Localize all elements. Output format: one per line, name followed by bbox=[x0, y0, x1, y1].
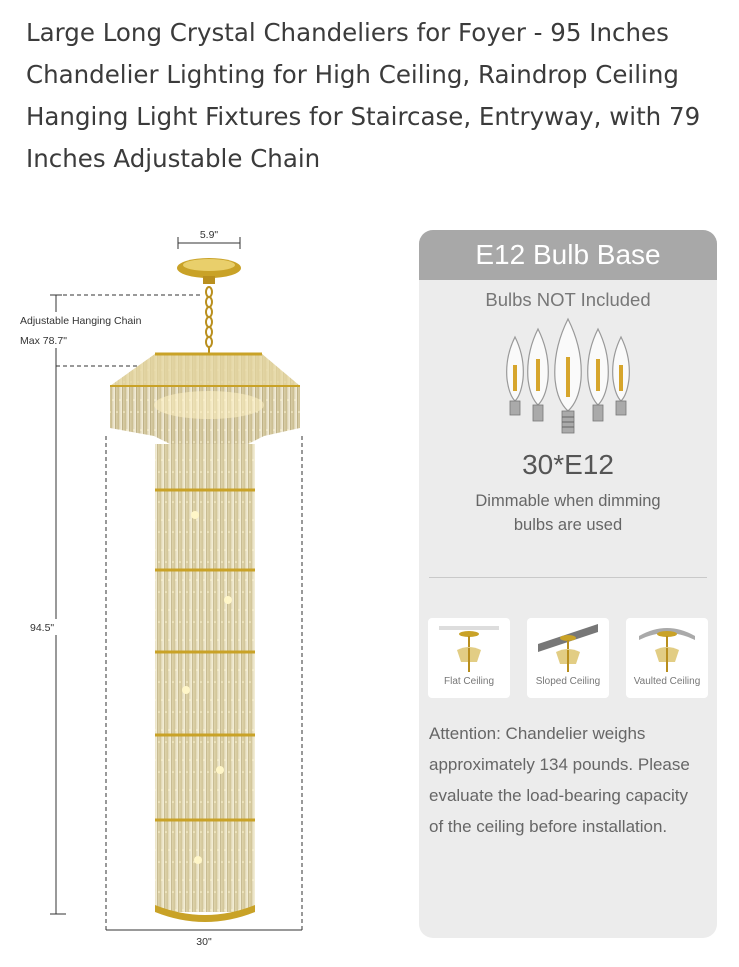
hanging-chain bbox=[206, 287, 212, 356]
ceiling-type-flat bbox=[428, 618, 510, 698]
diameter-label: 30" bbox=[196, 936, 212, 948]
height-label: 94.5" bbox=[30, 622, 55, 634]
candle-bulb-icon bbox=[493, 317, 643, 439]
ceiling-type-label: Flat Ceiling bbox=[443, 676, 495, 687]
dimmable-note: Dimmable when dimming bulbs are used bbox=[475, 492, 661, 534]
canopy-width-label: 5.9" bbox=[199, 229, 219, 241]
diameter-dimension bbox=[106, 930, 302, 948]
ceiling-types bbox=[419, 618, 717, 698]
bulb-count: 30*E12 bbox=[522, 449, 614, 480]
card-header: E12 Bulb Base bbox=[419, 230, 717, 280]
weight-attention-note: Attention: Chandelier weighs approximately 134 pounds. Please evaluate the load-bearing capacity of the ceiling before installation. bbox=[429, 724, 690, 836]
chandelier-canopy bbox=[177, 258, 241, 284]
ceiling-type-label: Vaulted Ceiling bbox=[633, 676, 701, 687]
bulb-info-card bbox=[419, 230, 717, 938]
chandelier-body bbox=[155, 444, 255, 922]
canopy-width-dimension bbox=[178, 229, 240, 249]
vaulted-ceiling-icon bbox=[635, 622, 699, 674]
flat-ceiling-icon bbox=[437, 622, 501, 674]
ceiling-type-label: Sloped Ceiling bbox=[535, 676, 601, 687]
bulbs-not-included-note: Bulbs NOT Included bbox=[485, 289, 651, 310]
height-dimension bbox=[24, 366, 66, 914]
chain-label-line1: Adjustable Hanging Chain bbox=[20, 315, 142, 327]
sloped-ceiling-icon bbox=[536, 622, 600, 674]
ceiling-type-vaulted bbox=[626, 618, 708, 698]
ceiling-type-sloped bbox=[527, 618, 609, 698]
card-divider bbox=[429, 577, 707, 578]
chandelier-crown bbox=[110, 354, 300, 444]
chain-label-line2: Max 78.7" bbox=[20, 335, 67, 347]
product-title: Large Long Crystal Chandeliers for Foyer - 95 Inches Chandelier Lighting for High Ceiling, Raindrop Ceiling Hanging Light Fixtures for Staircase, Entryway, with 79 Inches Adjustable Chain bbox=[26, 18, 701, 173]
